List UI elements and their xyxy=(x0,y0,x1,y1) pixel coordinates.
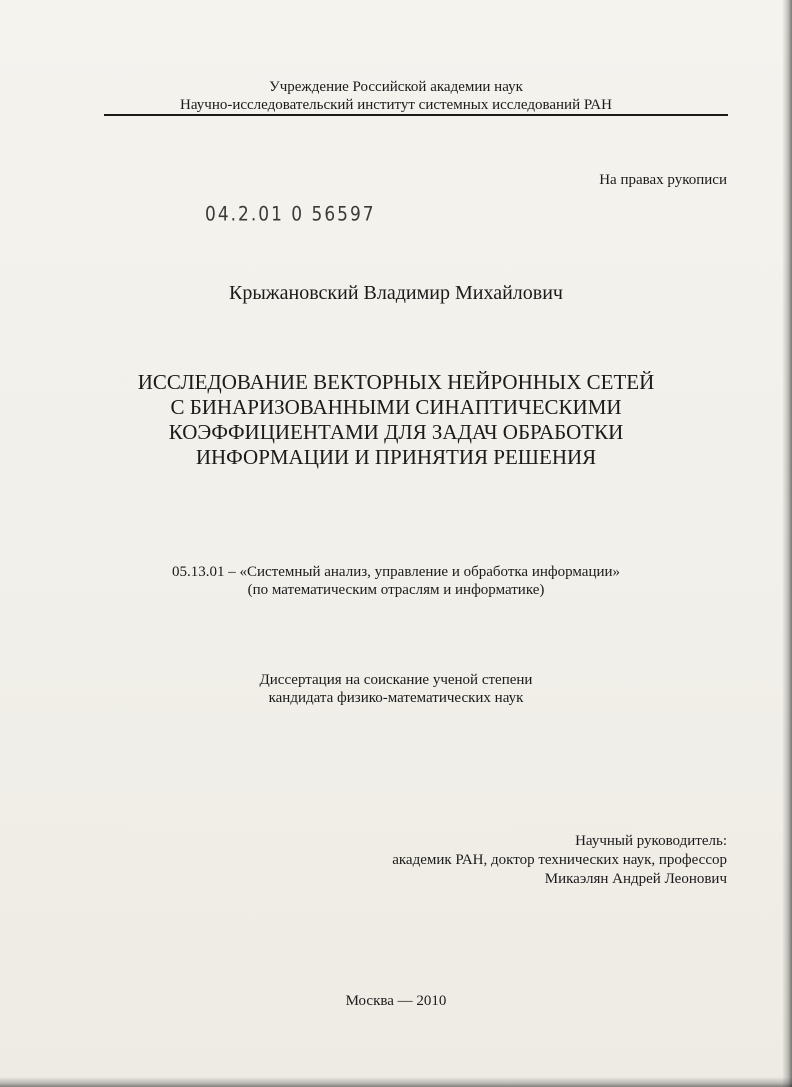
institution-line-1: Учреждение Российской академии наук xyxy=(269,79,523,95)
degree-statement xyxy=(0,671,792,707)
degree-line-2: кандидата физико-математических наук xyxy=(268,690,524,706)
thesis-title xyxy=(0,370,792,470)
header-divider xyxy=(104,114,728,116)
author-name: Крыжановский Владимир Михайлович xyxy=(229,282,563,304)
degree-line-1: Диссертация на соискание ученой степени xyxy=(259,672,533,688)
specialty xyxy=(0,563,792,599)
library-stamp-number: 04.2.01 0 56597 xyxy=(205,203,376,226)
supervisor-label: Научный руководитель: xyxy=(575,833,727,849)
specialty-line-2: (по математическим отраслям и информатике) xyxy=(247,582,545,598)
supervisor-credentials: академик РАН, доктор технических наук, профессор xyxy=(392,852,727,868)
supervisor-block xyxy=(392,832,727,889)
scan-edge-shadow xyxy=(782,0,792,1087)
institution-header xyxy=(0,78,792,114)
scan-edge-shadow-bottom xyxy=(0,1077,792,1087)
title-line-3: КОЭФФИЦИЕНТАМИ ДЛЯ ЗАДАЧ ОБРАБОТКИ xyxy=(168,420,624,444)
title-line-1: ИССЛЕДОВАНИЕ ВЕКТОРНЫХ НЕЙРОННЫХ СЕТЕЙ xyxy=(137,370,655,394)
title-line-4: ИНФОРМАЦИИ И ПРИНЯТИЯ РЕШЕНИЯ xyxy=(195,445,597,469)
city-year: Москва — 2010 xyxy=(345,993,447,1009)
title-line-2: С БИНАРИЗОВАННЫМИ СИНАПТИЧЕСКИМИ xyxy=(170,395,622,419)
rights-note: На правах рукописи xyxy=(599,172,727,188)
institution-line-2: Научно-исследовательский институт системных исследований РАН xyxy=(180,97,612,113)
specialty-line-1: 05.13.01 – «Системный анализ, управление и обработка информации» xyxy=(171,564,621,580)
supervisor-name: Микаэлян Андрей Леонович xyxy=(544,871,727,887)
